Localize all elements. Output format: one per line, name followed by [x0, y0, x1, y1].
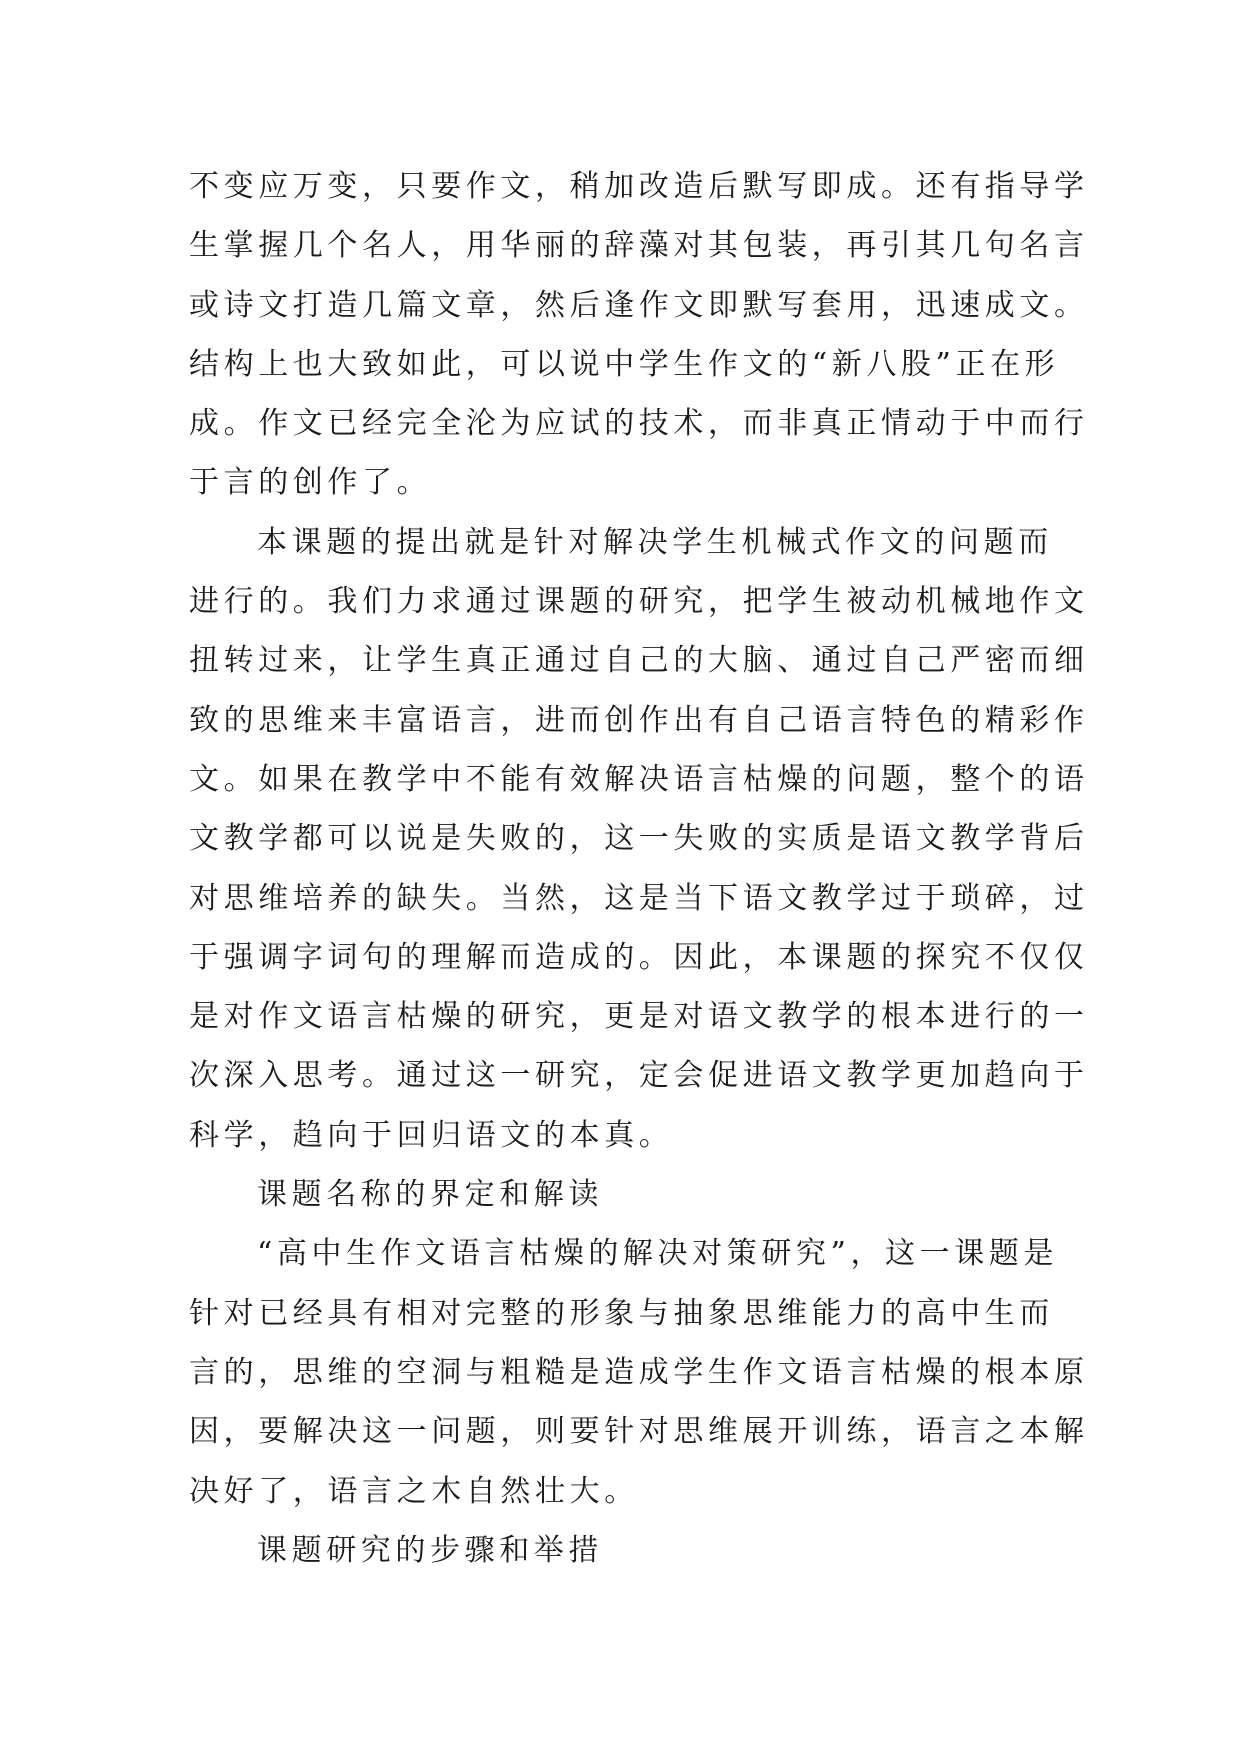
section-heading — [189, 1165, 1069, 1224]
text-line: 或诗文打造几篇文章，然后逢作文即默写套用，迅速成文。 — [189, 287, 1089, 323]
text-line: 次深入思考。通过这一研究，定会促进语文教学更加趋向于 — [189, 1058, 1089, 1094]
text-line: 因，要解决这一问题，则要针对思维展开训练，语言之本解 — [189, 1414, 1089, 1450]
text-line: 成。作文已经完全沦为应试的技术，而非真正情动于中而行 — [189, 406, 1089, 442]
section-heading — [189, 1521, 1069, 1580]
text-line: 结构上也大致如此，可以说中学生作文的“新八股”正在形 — [189, 346, 1060, 382]
text-line: 文教学都可以说是失败的，这一失败的实质是语文教学背后 — [189, 821, 1089, 857]
paragraph — [189, 157, 1089, 513]
text-line: 是对作文语言枯燥的研究，更是对语文教学的根本进行的一 — [189, 999, 1089, 1035]
text-line: 扭转过来，让学生真正通过自己的大脑、通过自己严密而细 — [189, 643, 1089, 679]
heading-text: 课题名称的界定和解读 — [257, 1177, 603, 1213]
heading-text: 课题研究的步骤和举措 — [257, 1532, 603, 1568]
text-line: 生掌握几个名人，用华丽的辞藻对其包装，再引其几句名言 — [189, 228, 1089, 264]
text-line: 科学，趋向于回归语文的本真。 — [189, 1117, 674, 1153]
text-line: 致的思维来丰富语言，进而创作出有自己语言特色的精彩作 — [189, 702, 1089, 738]
text-line: 于强调字词句的理解而造成的。因此，本课题的探究不仅仅 — [189, 939, 1089, 975]
text-line: 本课题的提出就是针对解决学生机械式作文的问题而 — [257, 524, 1053, 560]
text-line: “高中生作文语言枯燥的解决对策研究”，这一课题是 — [257, 1236, 1059, 1272]
text-line: 不变应万变，只要作文，稍加改造后默写即成。还有指导学 — [189, 169, 1089, 204]
text-line: 进行的。我们力求通过课题的研究，把学生被动机械地作文 — [189, 584, 1089, 620]
text-line: 文。如果在教学中不能有效解决语言枯燥的问题，整个的语 — [189, 761, 1089, 797]
text-line: 于言的创作了。 — [189, 465, 432, 501]
text-line: 言的，思维的空洞与粗糙是造成学生作文语言枯燥的根本原 — [189, 1354, 1089, 1390]
paragraph — [189, 1224, 1089, 1520]
text-line: 对思维培养的缺失。当然，这是当下语文教学过于琐碎，过 — [189, 880, 1089, 916]
text-line: 针对已经具有相对完整的形象与抽象思维能力的高中生而 — [189, 1295, 1054, 1331]
document-body — [189, 157, 1089, 1580]
text-line: 决好了，语言之木自然壮大。 — [189, 1473, 639, 1509]
paragraph — [189, 513, 1089, 1165]
